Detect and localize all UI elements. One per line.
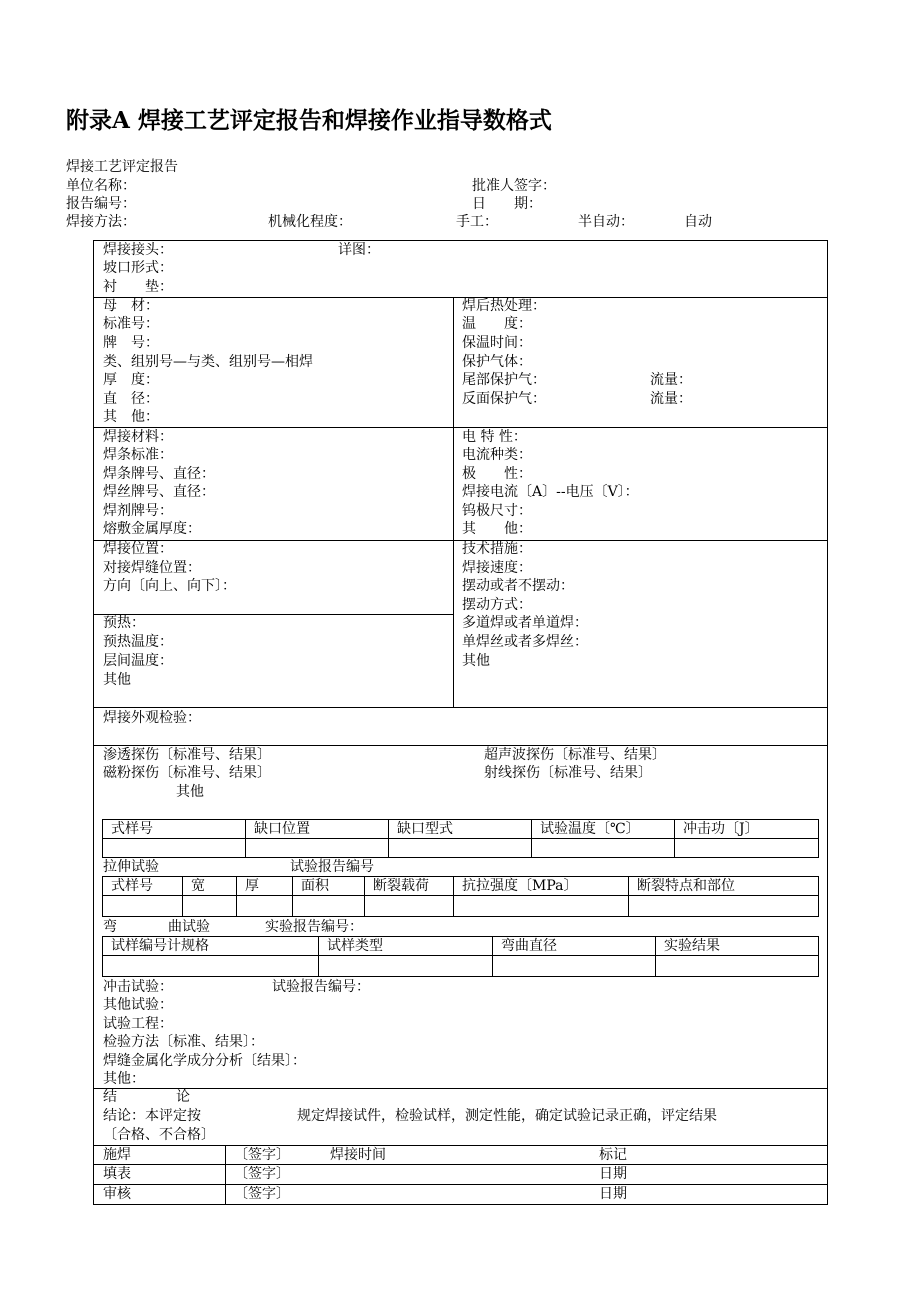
- column-divider: [453, 297, 454, 707]
- field-label: 类、组别号—与类、组别号—相焊: [103, 354, 313, 370]
- table-cell[interactable]: [675, 839, 819, 858]
- approver-label: 批准人签字：: [472, 178, 556, 194]
- sign-role: 审核: [103, 1186, 131, 1202]
- field-label: 其他试验：: [103, 997, 173, 1013]
- table-row: [103, 956, 819, 977]
- header-cell: 厚: [237, 877, 293, 896]
- conclusion-text: 规定焊接试件，检验试样，测定性能，确定试验记录正确，评定结果: [297, 1108, 717, 1124]
- frame-right: [827, 240, 828, 1205]
- field-label: 试验报告编号：: [272, 979, 370, 995]
- field-label: 焊剂牌号：: [103, 503, 173, 519]
- field-label: 对接焊缝位置：: [103, 560, 201, 576]
- impact-table: [102, 819, 819, 858]
- table-row: [103, 896, 819, 917]
- header-cell: 式样号: [103, 820, 246, 839]
- table-cell[interactable]: [293, 896, 365, 917]
- field-label: 钨极尺寸：: [462, 503, 532, 519]
- field-label: 焊接材料：: [103, 429, 173, 445]
- table-cell[interactable]: [183, 896, 237, 917]
- table-cell[interactable]: [629, 896, 819, 917]
- table-cell[interactable]: [656, 956, 819, 977]
- mech-label: 机械化程度：: [268, 214, 352, 230]
- field-label: 多道焊或者单道焊：: [462, 615, 588, 631]
- auto-label: 自动: [684, 214, 712, 230]
- conclusion-text: 结论：本评定按: [103, 1108, 201, 1124]
- backing-label: 衬 垫：: [103, 279, 173, 295]
- manual-label: 手工：: [456, 214, 498, 230]
- table-cell[interactable]: [103, 896, 183, 917]
- header-cell: 断裂载荷: [365, 877, 454, 896]
- field-label: 试验工程：: [103, 1016, 173, 1032]
- table-cell[interactable]: [319, 956, 493, 977]
- field-label: 检验方法〔标准、结果〕：: [103, 1034, 264, 1050]
- visual-inspection-label: 焊接外观检验：: [103, 710, 201, 726]
- field-label: 其他：: [103, 1071, 145, 1087]
- method-label: 焊接方法：: [66, 214, 136, 230]
- report-no-label: 报告编号：: [66, 196, 136, 212]
- date-label: 日 期：: [472, 196, 542, 212]
- divider: [93, 707, 827, 708]
- page-title: 附录A 焊接工艺评定报告和焊接作业指导数格式: [66, 107, 552, 134]
- groove-label: 坡口形式：: [103, 260, 173, 276]
- header-cell: 实验结果: [656, 937, 819, 956]
- table-cell[interactable]: [246, 839, 389, 858]
- field-label: 尾部保护气：: [462, 372, 546, 388]
- sign-field: 〔签字〕: [234, 1147, 290, 1163]
- ndt-label: 射线探伤〔标准号、结果〕: [484, 765, 652, 781]
- joint-label: 焊接接头：: [103, 242, 173, 258]
- sign-role: 填表: [103, 1166, 131, 1182]
- frame-left: [93, 240, 94, 1205]
- field-label: 焊条牌号、直径：: [103, 466, 215, 482]
- mark-label: 标记: [599, 1147, 627, 1163]
- weld-time-label: 焊接时间: [330, 1147, 386, 1163]
- conclusion-heading-b: 论: [176, 1089, 190, 1105]
- field-label: 方向〔向上、向下〕：: [103, 578, 236, 594]
- bend-report-label: 实验报告编号：: [265, 919, 363, 935]
- field-label: 其 他：: [462, 521, 532, 537]
- table-cell[interactable]: [493, 956, 656, 977]
- header-cell: 宽: [183, 877, 237, 896]
- header-cell: 冲击功〔J〕: [675, 820, 819, 839]
- detail-label: 详图：: [338, 242, 380, 258]
- field-label: 焊丝牌号、直径：: [103, 484, 215, 500]
- flow-label: 流量：: [650, 391, 692, 407]
- column-divider: [225, 1145, 226, 1204]
- bend-label-a: 弯: [103, 919, 117, 935]
- tensile-label: 拉伸试验: [103, 859, 159, 875]
- field-label: 反面保护气：: [462, 391, 546, 407]
- field-label: 标准号：: [103, 316, 159, 332]
- field-label: 焊缝金属化学成分分析〔结果〕：: [103, 1053, 306, 1069]
- field-label: 摆动或者不摆动：: [462, 578, 574, 594]
- table-cell[interactable]: [532, 839, 675, 858]
- divider: [93, 1145, 827, 1146]
- header-cell: 试样类型: [319, 937, 493, 956]
- header-cell: 面积: [293, 877, 365, 896]
- table-cell[interactable]: [454, 896, 629, 917]
- table-header-row: [103, 937, 819, 956]
- ndt-label: 其他: [176, 784, 204, 800]
- field-label: 温 度：: [462, 316, 532, 332]
- header-cell: 试验温度〔℃〕: [532, 820, 675, 839]
- field-label: 预热温度：: [103, 634, 173, 650]
- field-label: 电流种类：: [462, 447, 532, 463]
- field-label: 电 特 性：: [462, 429, 527, 445]
- conclusion-heading-a: 结: [103, 1089, 117, 1105]
- field-label: 熔敷金属厚度：: [103, 521, 201, 537]
- header-cell: 弯曲直径: [493, 937, 656, 956]
- header-cell: 断裂特点和部位: [629, 877, 819, 896]
- field-label: 极 性：: [462, 466, 532, 482]
- report-name: 焊接工艺评定报告: [66, 159, 178, 175]
- bend-table: [102, 936, 819, 977]
- ndt-label: 超声波探伤〔标准号、结果〕: [484, 747, 666, 763]
- table-cell[interactable]: [389, 839, 532, 858]
- field-label: 母 材：: [103, 298, 159, 314]
- field-label: 其 他：: [103, 409, 159, 425]
- ndt-label: 磁粉探伤〔标准号、结果〕: [103, 765, 271, 781]
- divider: [93, 1088, 827, 1089]
- table-header-row: [103, 877, 819, 896]
- divider: [93, 1184, 827, 1185]
- tensile-table: [102, 876, 819, 917]
- field-label: 直 径：: [103, 391, 159, 407]
- field-label: 冲击试验：: [103, 979, 173, 995]
- header-cell: 抗拉强度〔MPa〕: [454, 877, 629, 896]
- field-label: 技术措施：: [462, 541, 532, 557]
- sign-field: 〔签字〕: [234, 1166, 290, 1182]
- field-label: 层间温度：: [103, 653, 173, 669]
- table-cell[interactable]: [365, 896, 454, 917]
- divider: [93, 540, 827, 541]
- header-cell: 式样号: [103, 877, 183, 896]
- table-cell[interactable]: [103, 839, 246, 858]
- sign-field: 〔签字〕: [234, 1186, 290, 1202]
- unit-label: 单位名称：: [66, 178, 136, 194]
- divider: [93, 297, 827, 298]
- divider: [93, 1204, 827, 1205]
- bend-label-b: 曲试验: [168, 919, 210, 935]
- table-row: [103, 839, 819, 858]
- divider: [93, 1164, 827, 1165]
- field-label: 焊条标准：: [103, 447, 173, 463]
- field-label: 其他: [103, 672, 131, 688]
- field-label: 焊接电流〔A〕--电压〔V〕：: [462, 484, 639, 500]
- sign-role: 施焊: [103, 1147, 131, 1163]
- field-label: 厚 度：: [103, 372, 159, 388]
- field-label: 保温时间：: [462, 335, 532, 351]
- table-cell[interactable]: [237, 896, 293, 917]
- field-label: 保护气体：: [462, 354, 532, 370]
- field-label: 焊后热处理：: [462, 298, 546, 314]
- table-cell[interactable]: [103, 956, 319, 977]
- divider: [93, 240, 827, 241]
- divider: [93, 614, 453, 615]
- header-cell: 缺口位置: [246, 820, 389, 839]
- field-label: 摆动方式：: [462, 597, 532, 613]
- conclusion-result: 〔合格、不合格〕: [103, 1127, 215, 1143]
- header-cell: 试样编号计规格: [103, 937, 319, 956]
- field-label: 预热：: [103, 615, 145, 631]
- header-cell: 缺口型式: [389, 820, 532, 839]
- table-header-row: [103, 820, 819, 839]
- ndt-label: 渗透探伤〔标准号、结果〕: [103, 747, 271, 763]
- date-label: 日期: [599, 1166, 627, 1182]
- field-label: 焊接位置：: [103, 541, 173, 557]
- field-label: 牌 号：: [103, 335, 159, 351]
- tensile-report-label: 试验报告编号: [290, 859, 374, 875]
- field-label: 焊接速度：: [462, 560, 532, 576]
- flow-label: 流量：: [650, 372, 692, 388]
- date-label: 日期: [599, 1186, 627, 1202]
- divider: [93, 427, 827, 428]
- field-label: 单焊丝或者多焊丝：: [462, 634, 588, 650]
- field-label: 其他: [462, 653, 490, 669]
- semi-label: 半自动：: [578, 214, 634, 230]
